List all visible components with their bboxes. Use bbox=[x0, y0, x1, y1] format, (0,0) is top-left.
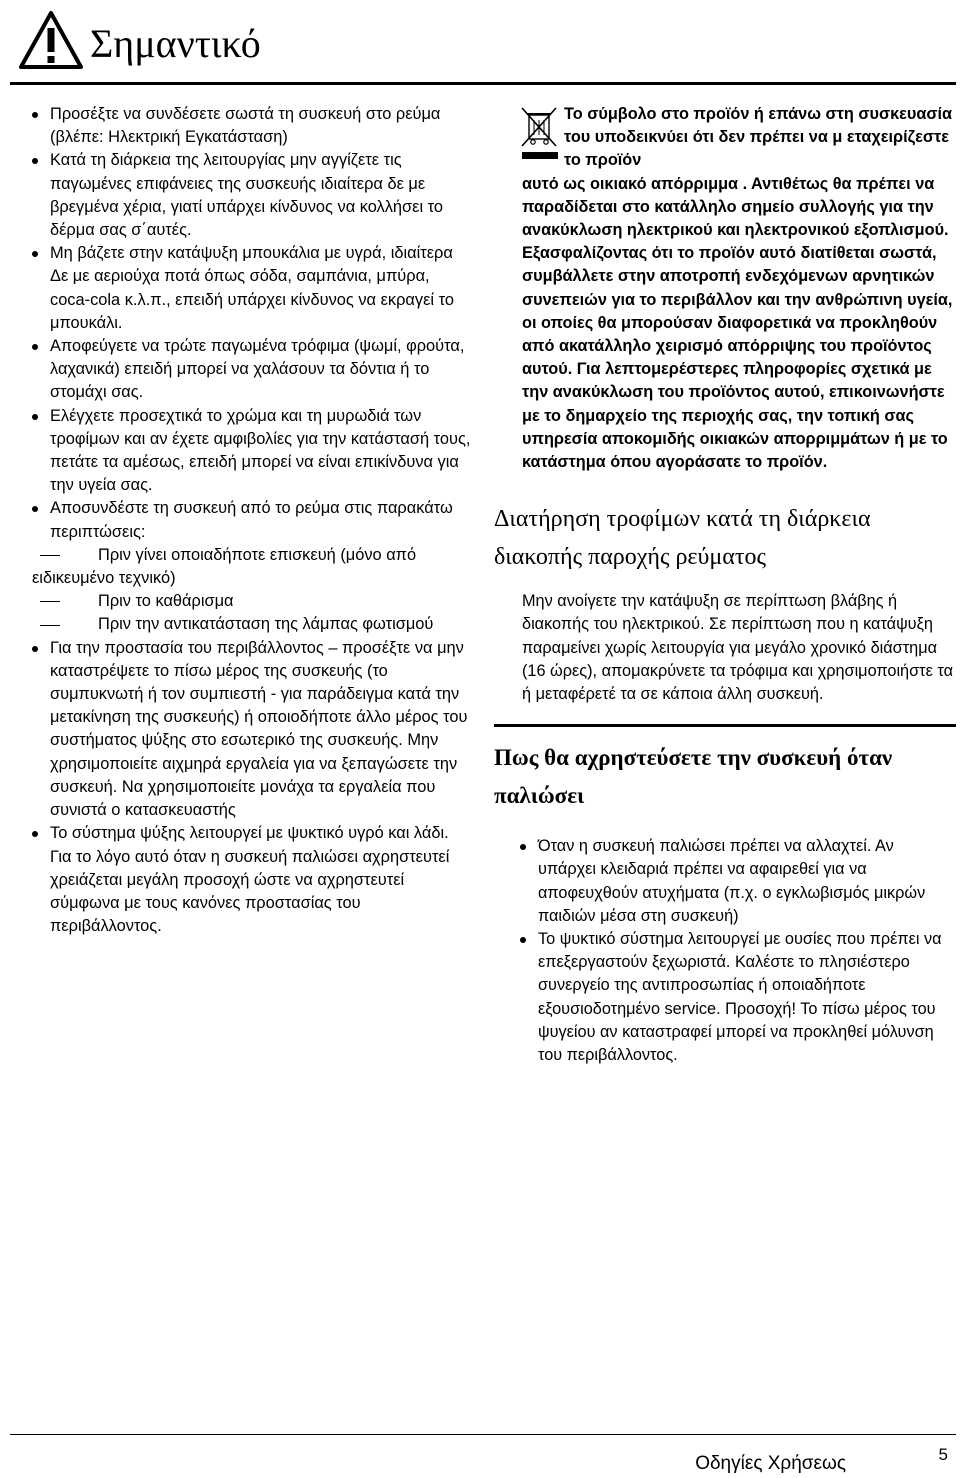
list-item: Όταν η συσκευή παλιώσει πρέπει να αλλαχτεί. Αν υπάρχει κλειδαριά πρέπει να αφαιρεθεί για να αποφευχθούν ατυχήματα (π.χ. ο εγκλωβισμός μικρών παιδιών μέσα στη συσκευή) bbox=[520, 835, 956, 928]
environment-list bbox=[32, 637, 472, 939]
sub-list-item: Πριν το καθάρισμα bbox=[32, 590, 472, 613]
page-footer bbox=[10, 1434, 956, 1474]
section-heading-disposal: Πως θα αχρηστεύσετε την συσκευή όταν παλιώσει bbox=[494, 724, 956, 815]
weee-notice bbox=[494, 103, 956, 173]
safety-list bbox=[32, 103, 472, 544]
page-header bbox=[10, 0, 956, 85]
list-item bbox=[32, 497, 472, 543]
list-item: Μη βάζετε στην κατάψυξη μπουκάλια με υγρά, ιδιαίτερα Δε με αεριούχα ποτά όπως σόδα, σαμπάνια, μπύρα, coca-cola κ.λ.π., επειδή υπάρχει κίνδυνος να εκραγεί το μπουκάλι. bbox=[32, 242, 472, 335]
disposal-section bbox=[494, 835, 956, 1067]
page-title: Σημαντικό bbox=[90, 21, 261, 66]
weee-text: αυτό ως οικιακό απόρριμμα . Αντιθέτως θα πρέπει να παραδίδεται στο κατάλληλο σημείο συλλογής για την ανακύκλωση ηλεκτρικού και ηλεκτρονικού εξοπλισμού. Εξασφαλίζοντας ότι το προϊόν αυτό διατίθεται σωστά, συμβάλλετε στην αποτροπή ενδεχόμενων αρνητικών συνεπειών για το περιβάλλον και την ανθρώπινη υγεία, οι οποίες θα μπορούσαν διαφορετικά να προκληθούν από ακατάλληλο χειρισμό απόρριψης του προϊόντος αυτού. Για λεπτομερέστερες πληροφορίες σχετικά με την ανακύκλωση του προϊόντος αυτού, επικοινωνήστε με το δημαρχείο της περιοχής σας, την τοπική σας υπηρεσία αποκομιδής οικιακών απορριμμάτων ή με το κατάστημα όπου αγοράσατε το προϊόν. bbox=[522, 174, 953, 472]
section-heading-power-outage: Διατήρηση τροφίμων κατά τη διάρκεια διακοπής παροχής ρεύματος bbox=[494, 506, 871, 571]
list-item: Αποφεύγετε να τρώτε παγωμένα τρόφιμα (ψωμί, φρούτα, λαχανικά) επειδή μπορεί να χαλάσουν τα δόντια ή το στομάχι σας. bbox=[32, 335, 472, 405]
list-item: Κατά τη διάρκεια της λειτουργίας μην αγγίζετε τις παγωμένες επιφάνειες της συσκευής ιδιαίτερα δε με βρεγμένα χέρια, γιατί υπάρχει κίνδυνος να κολλήσει το δέρμα σας σ΄αυτές. bbox=[32, 149, 472, 242]
page-number: 5 bbox=[938, 1445, 948, 1464]
sub-list-item: Πριν γίνει οποιαδήποτε επισκευή (μόνο από ειδικευμένο τεχνικό) bbox=[32, 545, 417, 588]
dash-marker bbox=[40, 601, 60, 602]
list-item: Το σύστημα ψύξης λειτουργεί με ψυκτικό υγρό και λάδι. Για το λόγο αυτό όταν η συσκευή παλιώσει αχρηστευτεί χρειάζεται μεγάλη προσοχή ώστε να αχρηστευτεί σύμφωνα με τους κανόνες προστασίας του περιβάλλοντος. bbox=[32, 822, 472, 938]
disposal-list bbox=[520, 835, 956, 1067]
list-item: Για την προστασία του περιβάλλοντος – προσέξτε να μην καταστρέψετε το πίσω μέρος της συσκευής (το συμπυκνωτή ή τον συμπιεστή - για παράδειγμα κατά την μετακίνηση της συσκευής) ή οποιοδήποτε άλλο μέρος του συστήματος ψύξης στο εσωτερικό της συσκευής. Μην χρησιμοποιείτε αιχμηρά εργαλεία για να ξεπαγώσετε την συσκευή. Να χρησιμοποιείτε μονάχα τα εργαλεία που συνιστά ο κατασκευαστής bbox=[32, 637, 472, 823]
sub-list-item: Πριν την αντικατάσταση της λάμπας φωτισμού bbox=[32, 613, 472, 636]
list-item: Το ψυκτικό σύστημα λειτουργεί με ουσίες που πρέπει να επεξεργαστούν ξεχωριστά. Καλέστε το πλησιέστερο συνεργείο της αντιπροσωπίας ή οποιαδήποτε εξουσιοδοτημένο service. Προσοχή! Το πίσω μέρος του ψυγείου αν καταστραφεί μπορεί να προκληθεί μόλυνση του περιβάλλοντος. bbox=[520, 928, 956, 1067]
warning-triangle-icon bbox=[18, 10, 84, 70]
list-item-text: Αποσυνδέστε τη συσκευή από το ρεύμα στις παρακάτω περιπτώσεις: bbox=[50, 499, 453, 541]
right-column bbox=[494, 103, 956, 1067]
left-column bbox=[32, 103, 472, 938]
list-item: Προσέξτε να συνδέσετε σωστά τη συσκευή στο ρεύμα (βλέπε: Ηλεκτρική Εγκατάσταση) bbox=[32, 103, 472, 149]
weee-text-top: Το σύμβολο στο προϊόν ή επάνω στη συσκευασία του υποδεικνύει ότι δεν πρέπει να μ εταχειρίζεστε το προϊόν bbox=[564, 105, 953, 170]
list-item: Ελέγχετε προσεχτικά το χρώμα και τη μυρωδιά των τροφίμων και αν έχετε αμφιβολίες για την κατάστασή τους, πετάτε τα αμέσως, επειδή μπορεί να είναι επικίνδυνα για την υγεία σας. bbox=[32, 405, 472, 498]
disconnect-cases-list bbox=[32, 544, 472, 637]
power-outage-text: Μην ανοίγετε την κατάψυξη σε περίπτωση βλάβης ή διακοπής του ηλεκτρικού. Σε περίπτωση που η κατάψυξη παραμείνει χωρίς λειτουργία για μεγάλο χρονικό διάστημα (16 ώρες), απομακρύνετε τα τρόφιμα και χρησιμοποιήστε τα ή μεταφέρετέ τα σε κάποια άλλη συσκευή. bbox=[522, 592, 953, 704]
dash-marker bbox=[40, 555, 60, 556]
crossed-out-wheelie-bin-icon bbox=[520, 106, 560, 164]
footer-title: Οδηγίες Χρήσεως bbox=[695, 1453, 846, 1474]
dash-marker bbox=[40, 625, 60, 626]
